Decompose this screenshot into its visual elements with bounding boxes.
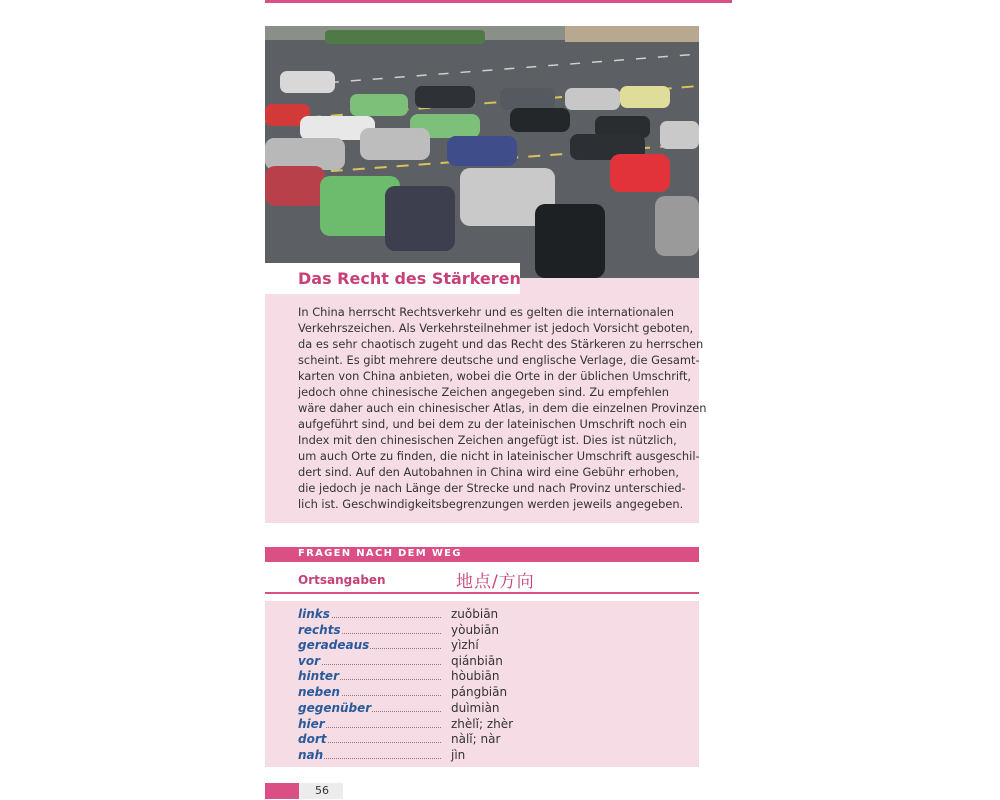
page-number-box	[299, 783, 343, 799]
box-title: Das Recht des Stärkeren	[298, 269, 521, 288]
vocab-list	[265, 601, 699, 767]
vocab-row	[298, 700, 698, 716]
traffic-photo	[265, 26, 699, 278]
vocab-row	[298, 668, 698, 684]
vocab-pinyin: zhèlǐ; zhèr	[451, 717, 514, 731]
info-line: die jedoch je nach Länge der Strecke und nach Provinz unterschied-	[298, 481, 686, 495]
vocab-pinyin: yòubiān	[451, 623, 499, 637]
info-box-text	[298, 304, 707, 512]
vocab-pinyin: pángbiān	[451, 685, 508, 699]
vocab-row	[298, 637, 698, 653]
vocab-row	[298, 747, 698, 763]
vocab-pinyin: zuǒbiān	[451, 607, 499, 621]
info-line: um auch Orte zu finden, die nicht in lateinischer Umschrift ausgeschil-	[298, 449, 700, 463]
subsection-chinese: 地点/方向	[456, 572, 535, 592]
vocab-row	[298, 622, 698, 638]
box-title-tail	[520, 278, 699, 294]
vocab-german: hier	[298, 717, 325, 731]
traffic-illustration	[265, 26, 699, 278]
vocab-pinyin: qiánbiān	[451, 654, 503, 668]
section-header-bar	[265, 547, 699, 562]
vocab-german: hinter	[298, 669, 339, 683]
vocab-row	[298, 731, 698, 747]
vocab-row	[298, 606, 698, 622]
vocab-row	[298, 653, 698, 669]
info-line: lich ist. Geschwindigkeitsbegrenzungen werden jeweils angegeben.	[298, 497, 684, 511]
info-line: In China herrscht Rechtsverkehr und es gelten die internationalen	[298, 305, 675, 319]
info-line: wäre daher auch ein chinesischer Atlas, in dem die einzelnen Provinzen	[298, 401, 707, 415]
info-line: Index mit den chinesischen Zeichen angefügt ist. Dies ist nützlich,	[298, 433, 677, 447]
vocab-pinyin: duìmiàn	[451, 701, 500, 715]
vocab-pinyin: nàlǐ; nàr	[451, 732, 501, 746]
vocab-german: gegenüber	[298, 701, 372, 715]
subsection-label: Ortsangaben	[298, 573, 386, 587]
vocab-german: nah	[298, 748, 324, 762]
vocab-row	[298, 716, 698, 732]
info-line: da es sehr chaotisch zugeht und das Recht des Stärkeren zu herrschen	[298, 337, 704, 351]
info-line: karten von China anbieten, wobei die Orte in der üblichen Umschrift,	[298, 369, 691, 383]
vocab-german: neben	[298, 685, 340, 699]
subsection-rule	[265, 592, 699, 594]
page-number: 56	[315, 784, 329, 797]
vocab-pinyin: yìzhí	[451, 638, 479, 652]
top-rule	[265, 0, 732, 3]
section-header: FRAGEN NACH DEM WEG	[298, 548, 462, 559]
info-box	[265, 294, 707, 523]
info-line: aufgeführt sind, und bei dem zu der lateinischen Umschrift noch ein	[298, 417, 687, 431]
vocab-pinyin: jìn	[451, 748, 466, 762]
info-line: Verkehrszeichen. Als Verkehrsteilnehmer ist jedoch Vorsicht geboten,	[298, 321, 694, 335]
vocab-german: rechts	[298, 623, 341, 637]
vocab-german: geradeaus	[298, 638, 370, 652]
info-line: jedoch ohne chinesische Zeichen angegeben sind. Zu empfehlen	[298, 385, 669, 399]
vocab-german: links	[298, 607, 330, 621]
page-number-marker	[265, 783, 299, 799]
info-line: dert sind. Auf den Autobahnen in China wird eine Gebühr erhoben,	[298, 465, 680, 479]
vocab-row	[298, 684, 698, 700]
vocab-german: dort	[298, 732, 327, 746]
box-title-panel	[265, 263, 520, 294]
vocab-german: vor	[298, 654, 320, 668]
vocab-pinyin: hòubiān	[451, 669, 500, 683]
info-line: scheint. Es gibt mehrere deutsche und englische Verlage, die Gesamt-	[298, 353, 700, 367]
